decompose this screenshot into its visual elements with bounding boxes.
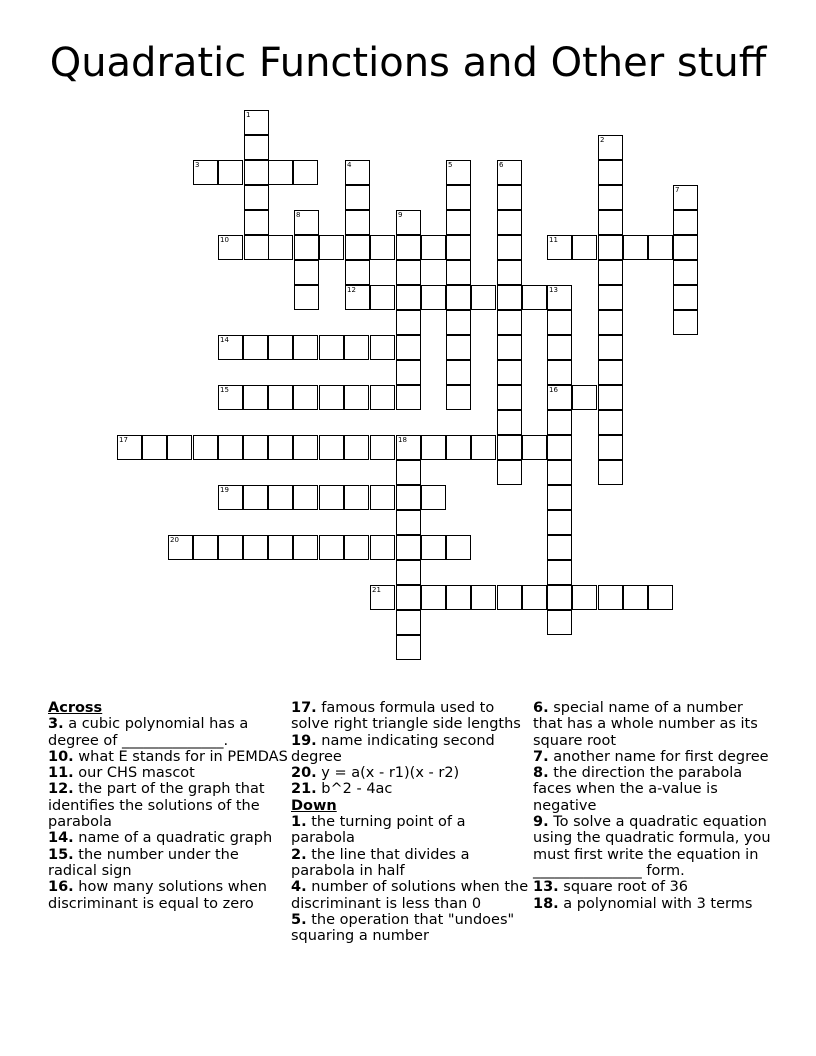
grid-cell[interactable] [268,335,293,360]
grid-cell[interactable] [370,585,395,610]
clue [291,700,531,733]
grid-cell[interactable] [142,435,167,460]
grid-cell[interactable] [497,160,522,185]
grid-cell[interactable] [598,335,623,360]
clue [291,814,531,847]
clue-text: the part of the graph that identifies the solutions of the parabola [48,781,265,831]
clue-text: our CHS mascot [78,765,195,782]
clue-number: 5 [448,161,453,169]
clue-number: 4 [347,161,352,169]
grid-cell[interactable] [243,435,268,460]
grid-cell[interactable] [446,335,471,360]
grid-cell[interactable] [497,385,522,410]
grid-cell[interactable] [244,185,269,210]
clue-number: 16 [549,386,558,394]
clue-number: 3. [48,716,64,733]
grid-cell[interactable] [268,435,293,460]
grid-cell[interactable] [294,235,319,260]
grid-cell[interactable] [673,185,698,210]
grid-cell[interactable] [446,310,471,335]
grid-cell[interactable] [497,185,522,210]
clue-number: 15. [48,846,74,863]
clue-number: 20. [291,765,317,782]
across-clue-list [48,716,288,912]
grid-cell[interactable] [370,335,395,360]
grid-cell[interactable] [598,360,623,385]
clue [533,896,773,912]
grid-cell[interactable] [319,435,344,460]
clue-text: a cubic polynomial has a degree of ______________. [48,716,249,749]
grid-cell[interactable] [446,235,471,260]
grid-cell[interactable] [370,235,395,260]
grid-cell[interactable] [446,260,471,285]
clue [291,765,531,781]
grid-cell[interactable] [497,435,522,460]
clue-number: 6. [533,700,549,716]
grid-cell[interactable] [268,235,293,260]
grid-cell[interactable] [598,185,623,210]
grid-cell[interactable] [623,235,648,260]
across-clue-list-continued [291,700,531,798]
clues-column-2 [291,700,531,944]
grid-cell[interactable] [293,535,318,560]
grid-cell[interactable] [497,310,522,335]
clue [291,847,531,880]
grid-cell[interactable] [421,235,446,260]
grid-cell[interactable] [572,585,597,610]
grid-cell[interactable] [218,335,243,360]
clue [533,749,773,765]
grid-cell[interactable] [117,435,142,460]
clue [48,830,288,846]
grid-cell[interactable] [673,285,698,310]
clue-text: name indicating second degree [291,732,495,765]
grid-cell[interactable] [319,485,344,510]
clue-number: 17 [119,436,128,444]
clue-text: To solve a quadratic equation using the quadratic formula, you must first write the equation in _______________ form. [533,814,771,879]
grid-cell[interactable] [598,260,623,285]
clue [533,814,773,879]
clue-text: b^2 - 4ac [321,781,393,798]
grid-cell[interactable] [396,210,421,235]
across-heading: Across [48,700,103,716]
grid-cell[interactable] [497,260,522,285]
grid-cell[interactable] [244,110,269,135]
clue-number: 8. [533,765,549,782]
grid-cell[interactable] [218,160,243,185]
clue-text: the operation that "undoes" squaring a number [291,911,515,945]
grid-cell[interactable] [218,385,243,410]
clue-text: special name of a number that has a whole number as its square root [533,700,758,749]
clue-number: 13 [549,286,558,294]
grid-cell[interactable] [497,410,522,435]
clue [533,700,773,749]
grid-cell[interactable] [244,210,269,235]
grid-cell[interactable] [547,360,572,385]
grid-cell[interactable] [547,385,572,410]
grid-cell[interactable] [547,285,572,310]
clue-number: 5. [291,911,307,928]
grid-cell[interactable] [547,610,572,635]
grid-cell[interactable] [598,435,623,460]
grid-cell[interactable] [673,260,698,285]
grid-cell[interactable] [396,460,421,485]
grid-cell[interactable] [319,535,344,560]
grid-cell[interactable] [673,210,698,235]
grid-cell[interactable] [293,335,318,360]
grid-cell[interactable] [268,535,293,560]
clue-number: 10 [220,236,229,244]
grid-cell[interactable] [218,535,243,560]
grid-cell[interactable] [218,435,243,460]
grid-cell[interactable] [471,435,496,460]
clue-number: 19 [220,486,229,494]
grid-cell[interactable] [243,385,268,410]
grid-cell[interactable] [598,235,623,260]
clue-number: 13. [533,879,559,896]
grid-cell[interactable] [268,385,293,410]
clue [291,912,531,945]
grid-cell[interactable] [319,385,344,410]
grid-cell[interactable] [396,535,421,560]
grid-cell[interactable] [598,310,623,335]
grid-cell[interactable] [167,435,192,460]
grid-cell[interactable] [370,385,395,410]
grid-cell[interactable] [218,235,243,260]
grid-cell[interactable] [522,285,547,310]
grid-cell[interactable] [497,585,522,610]
grid-cell[interactable] [598,385,623,410]
clue-number: 16. [48,879,74,896]
grid-cell[interactable] [623,585,648,610]
grid-cell[interactable] [421,285,446,310]
down-clue-list-continued [533,700,773,912]
grid-cell[interactable] [344,335,369,360]
grid-cell[interactable] [345,160,370,185]
clue-text: how many solutions when discriminant is equal to zero [48,879,267,912]
grid-cell[interactable] [522,585,547,610]
grid-cell[interactable] [497,285,522,310]
grid-cell[interactable] [244,135,269,160]
grid-cell[interactable] [522,435,547,460]
grid-cell[interactable] [446,160,471,185]
grid-cell[interactable] [446,585,471,610]
clue-number: 2. [291,846,307,863]
clue-number: 21. [291,781,317,798]
grid-cell[interactable] [396,285,421,310]
grid-cell[interactable] [319,335,344,360]
grid-cell[interactable] [421,535,446,560]
grid-cell[interactable] [396,610,421,635]
clue-number: 7 [675,186,680,194]
grid-cell[interactable] [547,535,572,560]
grid-cell[interactable] [294,210,319,235]
grid-cell[interactable] [598,160,623,185]
page-title: Quadratic Functions and Other stuff [49,40,767,86]
grid-cell[interactable] [370,285,395,310]
clue-text: the direction the parabola faces when the a-value is negative [533,765,743,814]
grid-cell[interactable] [293,485,318,510]
grid-cell[interactable] [648,585,673,610]
clues-column-3 [533,700,773,912]
clue-number: 9 [398,211,403,219]
clue [48,716,288,749]
grid-cell[interactable] [446,435,471,460]
grid-cell[interactable] [446,285,471,310]
grid-cell[interactable] [547,560,572,585]
grid-cell[interactable] [396,335,421,360]
grid-cell[interactable] [193,535,218,560]
grid-cell[interactable] [243,335,268,360]
grid-cell[interactable] [293,160,318,185]
grid-cell[interactable] [396,385,421,410]
clue-number: 9. [533,814,549,831]
grid-cell[interactable] [547,435,572,460]
grid-cell[interactable] [598,285,623,310]
clue-text: another name for first degree [553,748,769,765]
grid-cell[interactable] [598,210,623,235]
grid-cell[interactable] [345,285,370,310]
grid-cell[interactable] [396,485,421,510]
grid-cell[interactable] [421,435,446,460]
grid-cell[interactable] [293,435,318,460]
clue [48,847,288,880]
clue-text: square root of 36 [563,879,689,896]
clues-column-1 [48,700,288,912]
grid-cell[interactable] [497,460,522,485]
grid-cell[interactable] [497,235,522,260]
clue [48,781,288,830]
clue-number: 1. [291,814,307,831]
grid-cell[interactable] [421,585,446,610]
clue [291,781,531,797]
grid-cell[interactable] [244,235,269,260]
clue-number: 20 [170,536,179,544]
grid-cell[interactable] [446,210,471,235]
clue-text: a polynomial with 3 terms [563,895,753,912]
grid-cell[interactable] [547,460,572,485]
grid-cell[interactable] [497,360,522,385]
grid-cell[interactable] [471,585,496,610]
grid-cell[interactable] [396,585,421,610]
grid-cell[interactable] [396,360,421,385]
clue [291,879,531,912]
clue-number: 15 [220,386,229,394]
grid-cell[interactable] [344,385,369,410]
grid-cell[interactable] [396,310,421,335]
grid-cell[interactable] [421,485,446,510]
grid-cell[interactable] [193,160,218,185]
clue-text: the turning point of a parabola [291,814,466,847]
grid-cell[interactable] [673,310,698,335]
clue-number: 11 [549,236,558,244]
grid-cell[interactable] [673,235,698,260]
grid-cell[interactable] [547,410,572,435]
grid-cell[interactable] [446,360,471,385]
clue [533,879,773,895]
grid-cell[interactable] [471,285,496,310]
grid-cell[interactable] [396,435,421,460]
grid-cell[interactable] [218,485,243,510]
down-clue-list [291,814,531,944]
grid-cell[interactable] [370,535,395,560]
clue-number: 21 [372,586,381,594]
grid-cell[interactable] [344,435,369,460]
grid-cell[interactable] [293,385,318,410]
grid-cell[interactable] [345,210,370,235]
grid-cell[interactable] [244,160,269,185]
clue-text: number of solutions when the discriminant is less than 0 [291,879,529,912]
clue-number: 14. [48,830,74,847]
clue-number: 19. [291,732,317,749]
grid-cell[interactable] [598,135,623,160]
grid-cell[interactable] [345,260,370,285]
clue-number: 11. [48,765,74,782]
clue-text: what E stands for in PEMDAS [78,748,288,765]
clue-number: 3 [195,161,200,169]
grid-cell[interactable] [396,260,421,285]
grid-cell[interactable] [268,485,293,510]
grid-cell[interactable] [396,510,421,535]
grid-cell[interactable] [648,235,673,260]
down-heading: Down [291,797,337,814]
clue-number: 14 [220,336,229,344]
clue-number: 2 [600,136,605,144]
grid-cell[interactable] [370,435,395,460]
grid-cell[interactable] [598,410,623,435]
grid-cell[interactable] [598,585,623,610]
clue-number: 4. [291,879,307,896]
grid-cell[interactable] [344,535,369,560]
clue-number: 12. [48,781,74,798]
grid-cell[interactable] [294,260,319,285]
grid-cell[interactable] [396,560,421,585]
clue-number: 1 [246,111,251,119]
grid-cell[interactable] [396,635,421,660]
grid-cell[interactable] [193,435,218,460]
grid-cell[interactable] [345,235,370,260]
grid-cell[interactable] [572,385,597,410]
grid-cell[interactable] [547,235,572,260]
grid-cell[interactable] [547,310,572,335]
clue-text: name of a quadratic graph [78,830,273,847]
grid-cell[interactable] [243,535,268,560]
clue [48,749,288,765]
grid-cell[interactable] [497,335,522,360]
clue-text: the line that divides a parabola in half [291,846,470,879]
grid-cell[interactable] [547,585,572,610]
grid-cell[interactable] [268,160,293,185]
clue [533,765,773,814]
grid-cell[interactable] [497,210,522,235]
clue-text: the number under the radical sign [48,846,239,879]
clue-number: 10. [48,748,74,765]
grid-cell[interactable] [446,385,471,410]
clue-number: 7. [533,748,549,765]
grid-cell[interactable] [294,285,319,310]
grid-cell[interactable] [345,185,370,210]
clue-number: 18 [398,436,407,444]
clue [291,733,531,766]
clue [48,879,288,912]
grid-cell[interactable] [598,460,623,485]
grid-cell[interactable] [572,235,597,260]
grid-cell[interactable] [370,485,395,510]
grid-cell[interactable] [243,485,268,510]
grid-cell[interactable] [446,185,471,210]
clue-number: 12 [347,286,356,294]
clue-text: famous formula used to solve right triangle side lengths [291,700,521,733]
grid-cell[interactable] [547,485,572,510]
grid-cell[interactable] [446,535,471,560]
clue-number: 8 [296,211,301,219]
grid-cell[interactable] [344,485,369,510]
grid-cell[interactable] [319,235,344,260]
grid-cell[interactable] [547,510,572,535]
grid-cell[interactable] [547,335,572,360]
clue-number: 18. [533,895,559,912]
clue-number: 17. [291,700,317,716]
grid-cell[interactable] [168,535,193,560]
clue-number: 6 [499,161,504,169]
clue-text: y = a(x - r1)(x - r2) [321,765,460,782]
clue [48,765,288,781]
grid-cell[interactable] [396,235,421,260]
